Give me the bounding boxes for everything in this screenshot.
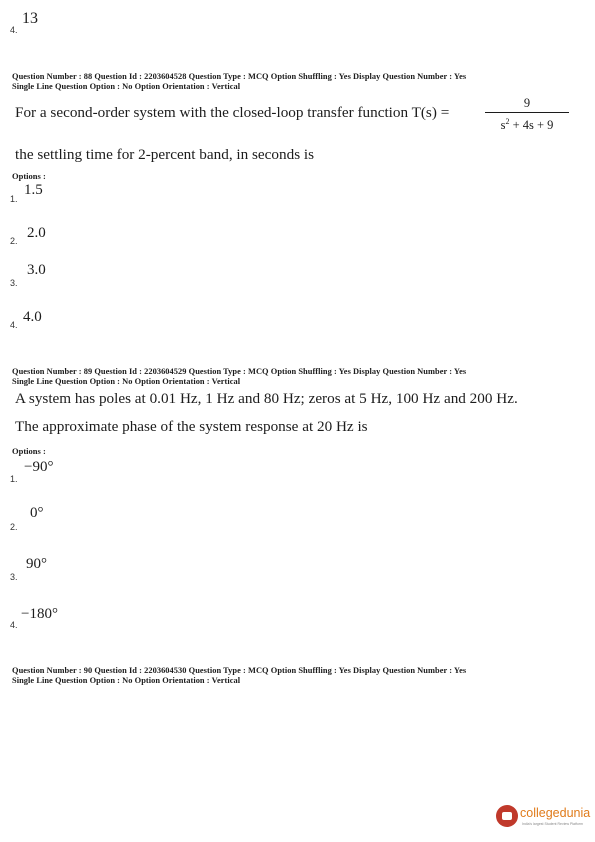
question-88-text-line-1: For a second-order system with the closed-loop transfer function T(s) = xyxy=(15,104,450,121)
option-value: 1.5 xyxy=(24,182,43,198)
logo-tagline: India's largest Student Review Platform xyxy=(522,822,583,826)
option-value: 4.0 xyxy=(23,309,42,325)
option-number: 1. xyxy=(10,194,18,204)
question-89-text-line-2: The approximate phase of the system response at 20 Hz is xyxy=(15,418,368,435)
option-number: 4. xyxy=(10,25,18,35)
option-number: 2. xyxy=(10,236,18,246)
option-value: 13 xyxy=(22,10,38,27)
option-number: 4. xyxy=(10,620,18,630)
meta-line-2: Single Line Question Option : No Option Orientation : Vertical xyxy=(12,376,241,386)
question-88-text-line-2: the settling time for 2-percent band, in seconds is xyxy=(15,146,315,163)
collegedunia-logo xyxy=(496,803,591,831)
logo-brand-text: collegedunia xyxy=(520,806,591,820)
question-89-meta xyxy=(12,367,592,386)
option-number: 3. xyxy=(10,572,18,582)
option-value: −90° xyxy=(24,459,54,475)
logo-icon xyxy=(496,805,518,827)
question-90-meta xyxy=(12,666,592,685)
options-label: Options : xyxy=(12,171,46,181)
option-value: 90° xyxy=(26,556,47,572)
meta-line-1: Question Number : 89 Question Id : 2203604529 Question Type : MCQ Option Shuffling : Yes Display Question Number : Yes xyxy=(12,367,467,376)
option-number: 2. xyxy=(10,522,18,532)
options-label: Options : xyxy=(12,446,46,456)
option-number: 3. xyxy=(10,278,18,288)
meta-line-1: Question Number : 90 Question Id : 2203604530 Question Type : MCQ Option Shuffling : Yes Display Question Number : Yes xyxy=(12,666,467,675)
option-number: 1. xyxy=(10,474,18,484)
fraction-numerator: 9 xyxy=(523,96,531,110)
question-88-meta xyxy=(12,72,592,91)
option-number: 4. xyxy=(10,320,18,330)
meta-line-2: Single Line Question Option : No Option Orientation : Vertical xyxy=(12,81,241,91)
option-value: 2.0 xyxy=(27,225,46,241)
option-value: −180° xyxy=(21,606,58,622)
question-89-text-line-1: A system has poles at 0.01 Hz, 1 Hz and 80 Hz; zeros at 5 Hz, 100 Hz and 200 Hz. xyxy=(15,390,518,407)
meta-line-1: Question Number : 88 Question Id : 2203604528 Question Type : MCQ Option Shuffling : Yes Display Question Number : Yes xyxy=(12,72,467,81)
meta-line-2: Single Line Question Option : No Option Orientation : Vertical xyxy=(12,675,241,685)
option-value: 3.0 xyxy=(27,262,46,278)
transfer-function-fraction xyxy=(485,95,569,134)
option-value: 0° xyxy=(30,505,44,521)
fraction-denominator: $s^2 + 4s + 9$ xyxy=(500,117,554,133)
